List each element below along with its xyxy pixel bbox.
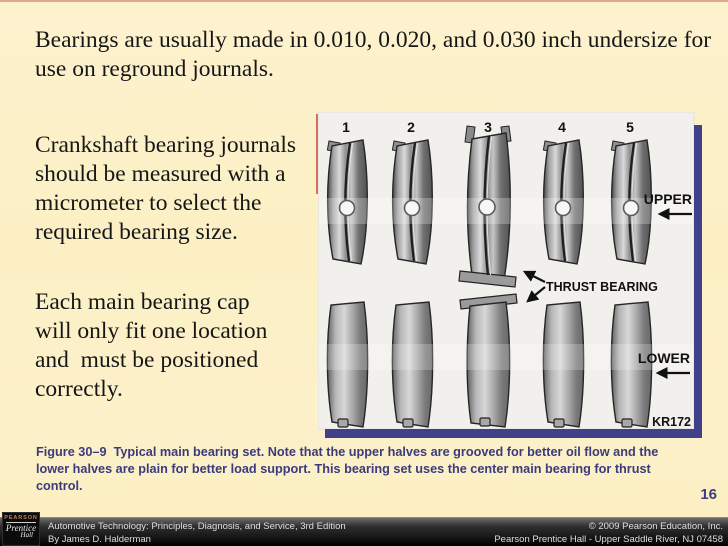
bearing-set-image	[318, 112, 702, 438]
page-number: 16	[700, 486, 717, 503]
footer-book-info	[48, 521, 346, 546]
top-edge-line	[0, 0, 728, 2]
figure-bottom-accent-bar	[325, 429, 702, 438]
bearing-set-figure	[318, 112, 702, 438]
bearing-number-4: 4	[558, 119, 566, 135]
pearson-logo-brand: PEARSON	[4, 515, 38, 521]
part-code-label: KR172	[652, 415, 691, 429]
slide-title: Bearings are usually made in 0.010, 0.020, and 0.030 inch undersize for use on reground journals.	[35, 27, 712, 82]
footer-book-title: Automotive Technology: Principles, Diagnosis, and Service, 3rd Edition	[48, 521, 346, 532]
upper-label: UPPER	[643, 191, 692, 207]
figure-right-accent-bar	[694, 125, 702, 438]
figure-left-edge-artifact	[316, 114, 318, 194]
bearing-number-5: 5	[626, 119, 634, 135]
pearson-logo-imprint-line1: Prentice	[5, 523, 37, 533]
pearson-logo-imprint-line2: Hall	[20, 531, 33, 539]
footer-copyright: © 2009 Pearson Education, Inc.	[588, 521, 723, 532]
bearing-number-3: 3	[484, 119, 492, 135]
photo-sheen-band-upper	[319, 198, 693, 224]
photo-sheen-band-lower	[319, 344, 693, 370]
pearson-logo	[2, 512, 40, 546]
footer-publisher-info	[494, 521, 723, 546]
lower-label: LOWER	[637, 350, 690, 366]
footer-book-author: By James D. Halderman	[48, 533, 151, 545]
bearing-number-1: 1	[342, 119, 350, 135]
paragraph-measure-journals: Crankshaft bearing journals should be measured with a micrometer to select the required bearing size.	[35, 132, 302, 245]
footer-publisher: Pearson Prentice Hall - Upper Saddle River, NJ 07458	[494, 533, 723, 545]
bearing-number-2: 2	[407, 119, 415, 135]
paragraph-bearing-cap: Each main bearing cap will only fit one location and must be positioned correctly.	[35, 289, 274, 402]
figure-caption: Figure 30–9 Typical main bearing set. Note that the upper halves are grooved for better oil flow and the lower halves are plain for better load support. This bearing set uses the center main bearing for thrust control.	[36, 445, 662, 493]
thrust-bearing-label: THRUST BEARING	[546, 280, 658, 294]
footer-bar	[0, 517, 728, 546]
